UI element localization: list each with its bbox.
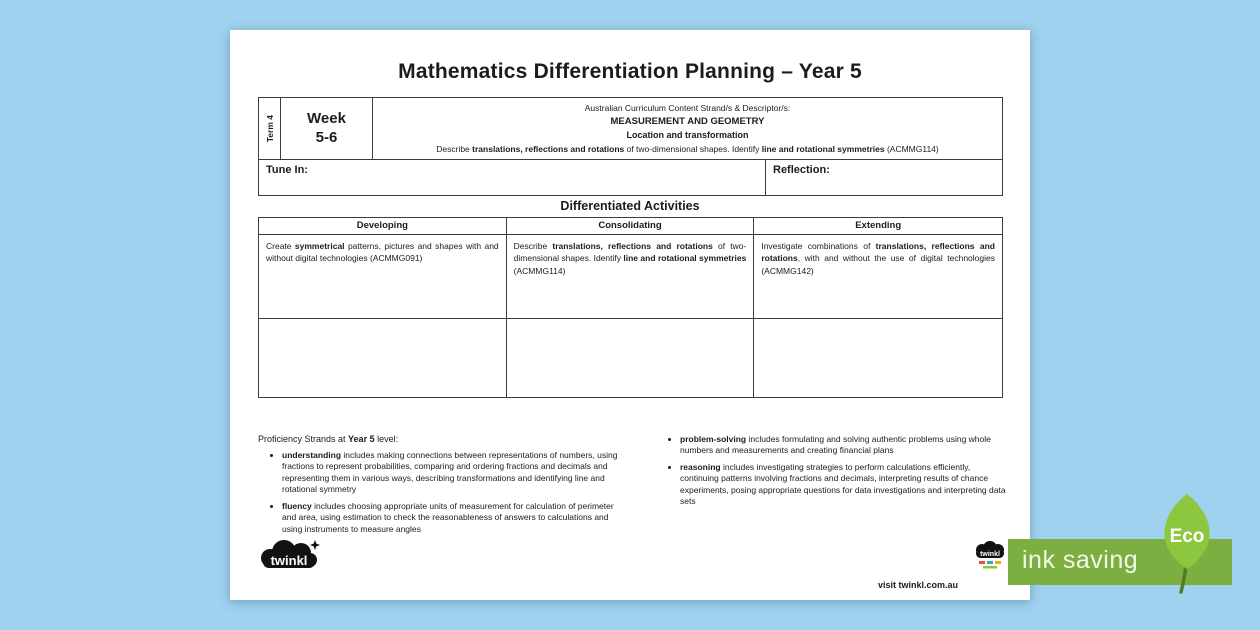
term-cell (259, 98, 281, 159)
twinkl-badge-icon (971, 540, 1009, 574)
proficiency-right-column (666, 434, 1006, 513)
twinkl-logo-text: twinkl (270, 553, 308, 568)
activities-descriptor-row (259, 235, 1002, 319)
column-header-extending: Extending (754, 218, 1002, 235)
page-title: Mathematics Differentiation Planning – Year 5 (398, 60, 862, 83)
worksheet-page (230, 30, 1030, 600)
twinkl-cloud-icon (257, 536, 323, 574)
differentiated-activities-heading: Differentiated Activities (560, 199, 700, 213)
twinkl-logo (257, 536, 323, 579)
eco-leaf (1154, 492, 1220, 596)
curriculum-strand-heading: Australian Curriculum Content Strand/s & Descriptor/s: (584, 103, 791, 113)
activities-workspace-row (259, 319, 1002, 397)
developing-descriptor-cell: Create symmetrical patterns, pictures and shapes with and without digital technologies (ACMMG091) (259, 235, 507, 319)
proficiency-bullet-reasoning: • reasoning includes investigating strategies to perform calculations efficiently, continuing patterns involving fractions and decimals, interpreting results of chance experiments, posing appropriate questions for data investigations and interpreting data sets (680, 462, 1006, 508)
header-table (258, 97, 1003, 196)
curriculum-substrand: Location and transformation (626, 130, 749, 140)
reflection-label: Reflection: (773, 164, 830, 176)
proficiency-bullet-problem-solving: • problem-solving includes formulating and solving authentic problems using whole numbers and measurements and creating financial plans (680, 434, 1006, 457)
visit-link[interactable]: visit twinkl.com.au (878, 580, 959, 590)
proficiency-heading: Proficiency Strands at Year 5 level: (258, 434, 399, 444)
header-row-curriculum (259, 98, 1002, 159)
column-header-developing: Developing (259, 218, 507, 235)
activities-table (258, 217, 1003, 398)
reflection-cell (766, 160, 1002, 195)
header-row-tunein (259, 159, 1002, 195)
proficiency-left-column (258, 434, 626, 540)
proficiency-strands-section (258, 434, 1006, 540)
twinkl-quality-badge (971, 540, 1009, 579)
tune-in-label: Tune In: (266, 164, 308, 176)
ink-saving-label: ink saving (1022, 546, 1139, 574)
proficiency-bullet-understanding: • understanding includes making connections between representations of numbers, using fractions to represent probabilities, comparing and ordering fractions and decimals and representing them in various ways, describing transformations and identifying line and rotational symmetry (282, 450, 626, 496)
developing-workspace-cell (259, 319, 507, 397)
term-label: Term 4 (264, 114, 275, 143)
eco-label: Eco (1169, 526, 1205, 547)
week-label: Week (307, 109, 346, 127)
curriculum-strand-name: MEASUREMENT AND GEOMETRY (610, 115, 765, 127)
extending-descriptor-cell: Investigate combinations of translations, reflections and rotations, with and without the use of digital technologies (ACMMG142) (754, 235, 1002, 319)
week-cell (281, 98, 373, 159)
curriculum-cell (373, 98, 1002, 159)
tune-in-cell (259, 160, 766, 195)
eco-leaf-icon (1154, 492, 1220, 596)
column-header-consolidating: Consolidating (507, 218, 755, 235)
week-range: 5-6 (315, 128, 338, 146)
activities-header-row (259, 218, 1002, 235)
proficiency-bullet-fluency: • fluency includes choosing appropriate units of measurement for calculation of perimeter and area, using estimation to check the reasonableness of answers to calculations and using instruments to measure angles (282, 501, 626, 535)
extending-workspace-cell (754, 319, 1002, 397)
consolidating-descriptor-cell: Describe translations, reflections and rotations of two-dimensional shapes. Identify line and rotational symmetries (ACMMG114) (507, 235, 755, 319)
consolidating-workspace-cell (507, 319, 755, 397)
badge-text: twinkl (980, 551, 1000, 558)
curriculum-descriptor: Describe translations, reflections and rotations of two-dimensional shapes. Identify line and rotational symmetries (ACMMG114) (436, 143, 939, 154)
